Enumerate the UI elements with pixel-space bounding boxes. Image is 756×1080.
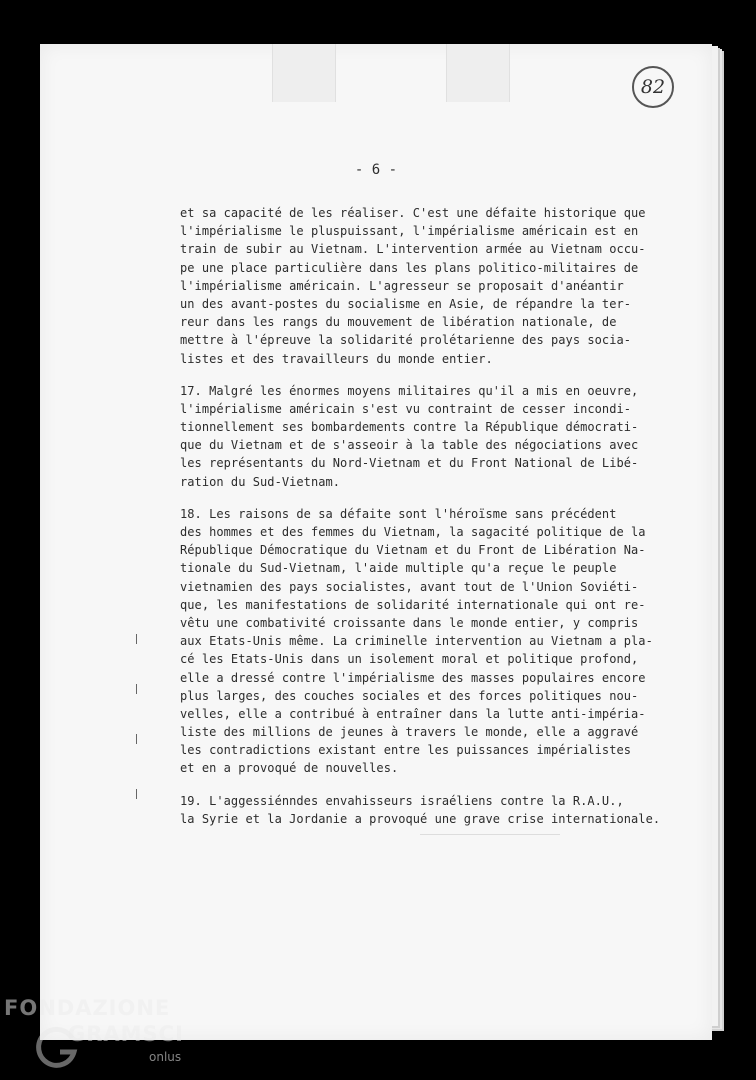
archive-watermark — [4, 996, 204, 1080]
paper-clip-mark — [272, 44, 336, 102]
text-line: reur dans les rangs du mouvement de libération nationale, de — [180, 315, 617, 330]
text-line: des hommes et des femmes du Vietnam, la sagacité politique de la — [180, 525, 646, 539]
text-line: mettre à l'épreuve la solidarité prolétarienne des pays socia- — [180, 333, 632, 348]
text-line: ration du Sud-Vietnam. — [180, 474, 341, 489]
paragraph-18 — [180, 505, 680, 778]
watermark-text: FONDAZIONE — [4, 996, 171, 1020]
text-line: et sa capacité de les réaliser. C'est une défaite historique que — [180, 206, 646, 220]
margin-tick — [136, 684, 137, 694]
paragraph-intro — [180, 204, 680, 368]
text-line: velles, elle a contribué à entraîner dans la lutte anti-impéria- — [180, 706, 646, 721]
text-line: train de subir au Vietnam. L'intervention armée au Vietnam occu- — [180, 242, 646, 257]
text-line: les contradictions existant entre les puissances impérialistes — [180, 743, 632, 758]
text-line: tionnellement ses bombardements contre la République démocrati- — [180, 420, 639, 435]
text-line: plus larges, des couches sociales et des forces politiques nou- — [180, 688, 639, 703]
text-line: vietnamien des pays socialistes, avant tout de l'Union Soviéti- — [180, 579, 639, 594]
watermark-text: GRAMSCI — [68, 1022, 184, 1046]
margin-tick — [136, 789, 137, 799]
paragraph-19 — [180, 792, 680, 828]
text-line: vêtu une combativité croissante dans le monde entier, y compris — [180, 615, 639, 630]
text-line: aux Etats-Unis même. La criminelle intervention au Vietnam a pla- — [180, 634, 653, 649]
text-line: l'impérialisme américain s'est vu contraint de cesser incondi- — [180, 401, 632, 416]
text-line: l'impérialisme le pluspuissant, l'impérialisme américain est en — [180, 224, 639, 239]
text-line: la Syrie et la Jordanie a provoqué une grave crise internationale. — [180, 811, 661, 826]
text-line: que du Vietnam et de s'asseoir à la table des négociations avec — [180, 438, 639, 453]
paragraph-17 — [180, 382, 680, 491]
document-page — [40, 44, 712, 1040]
margin-tick — [136, 734, 137, 744]
text-line: listes et des travailleurs du monde entier. — [180, 351, 493, 366]
text-line: liste des millions de jeunes à travers le monde, elle a aggravé — [180, 725, 639, 740]
paper-clip-mark — [446, 44, 510, 102]
text-line: 18. Les raisons de sa défaite sont l'héroïsme sans précédent — [180, 506, 617, 521]
text-line: les représentants du Nord-Vietnam et du Front National de Libé- — [180, 456, 639, 471]
document-body — [180, 204, 680, 828]
text-line: cé les Etats-Unis dans un isolement moral et politique profond, — [180, 652, 639, 667]
text-line: l'impérialisme américain. L'agresseur se proposait d'anéantir — [180, 278, 624, 293]
text-line: 17. Malgré les énormes moyens militaires qu'il a mis en oeuvre, — [180, 383, 639, 398]
text-line: elle a dressé contre l'impérialisme des masses populaires encore — [180, 670, 646, 685]
text-line: tionale du Sud-Vietnam, l'aide multiple qu'a reçue le peuple — [180, 561, 617, 576]
text-line: un des avant-postes du socialisme en Asie, de répandre la ter- — [180, 296, 632, 311]
text-line: 19. L'aggessiénndes envahisseurs israéliens contre la R.A.U., — [180, 793, 624, 808]
margin-tick — [136, 634, 137, 644]
watermark-text: onlus — [149, 1050, 182, 1064]
text-line: et en a provoqué de nouvelles. — [180, 761, 399, 776]
divider — [420, 834, 560, 835]
text-line: République Démocratique du Vietnam et du Front de Libération Na- — [180, 543, 646, 558]
page-number: - 6 - — [354, 162, 398, 178]
text-line: pe une place particulière dans les plans politico-militaires de — [180, 260, 639, 275]
text-line: que, les manifestations de solidarité internationale qui ont re- — [180, 597, 646, 612]
page-stamp: 82 — [632, 66, 674, 108]
